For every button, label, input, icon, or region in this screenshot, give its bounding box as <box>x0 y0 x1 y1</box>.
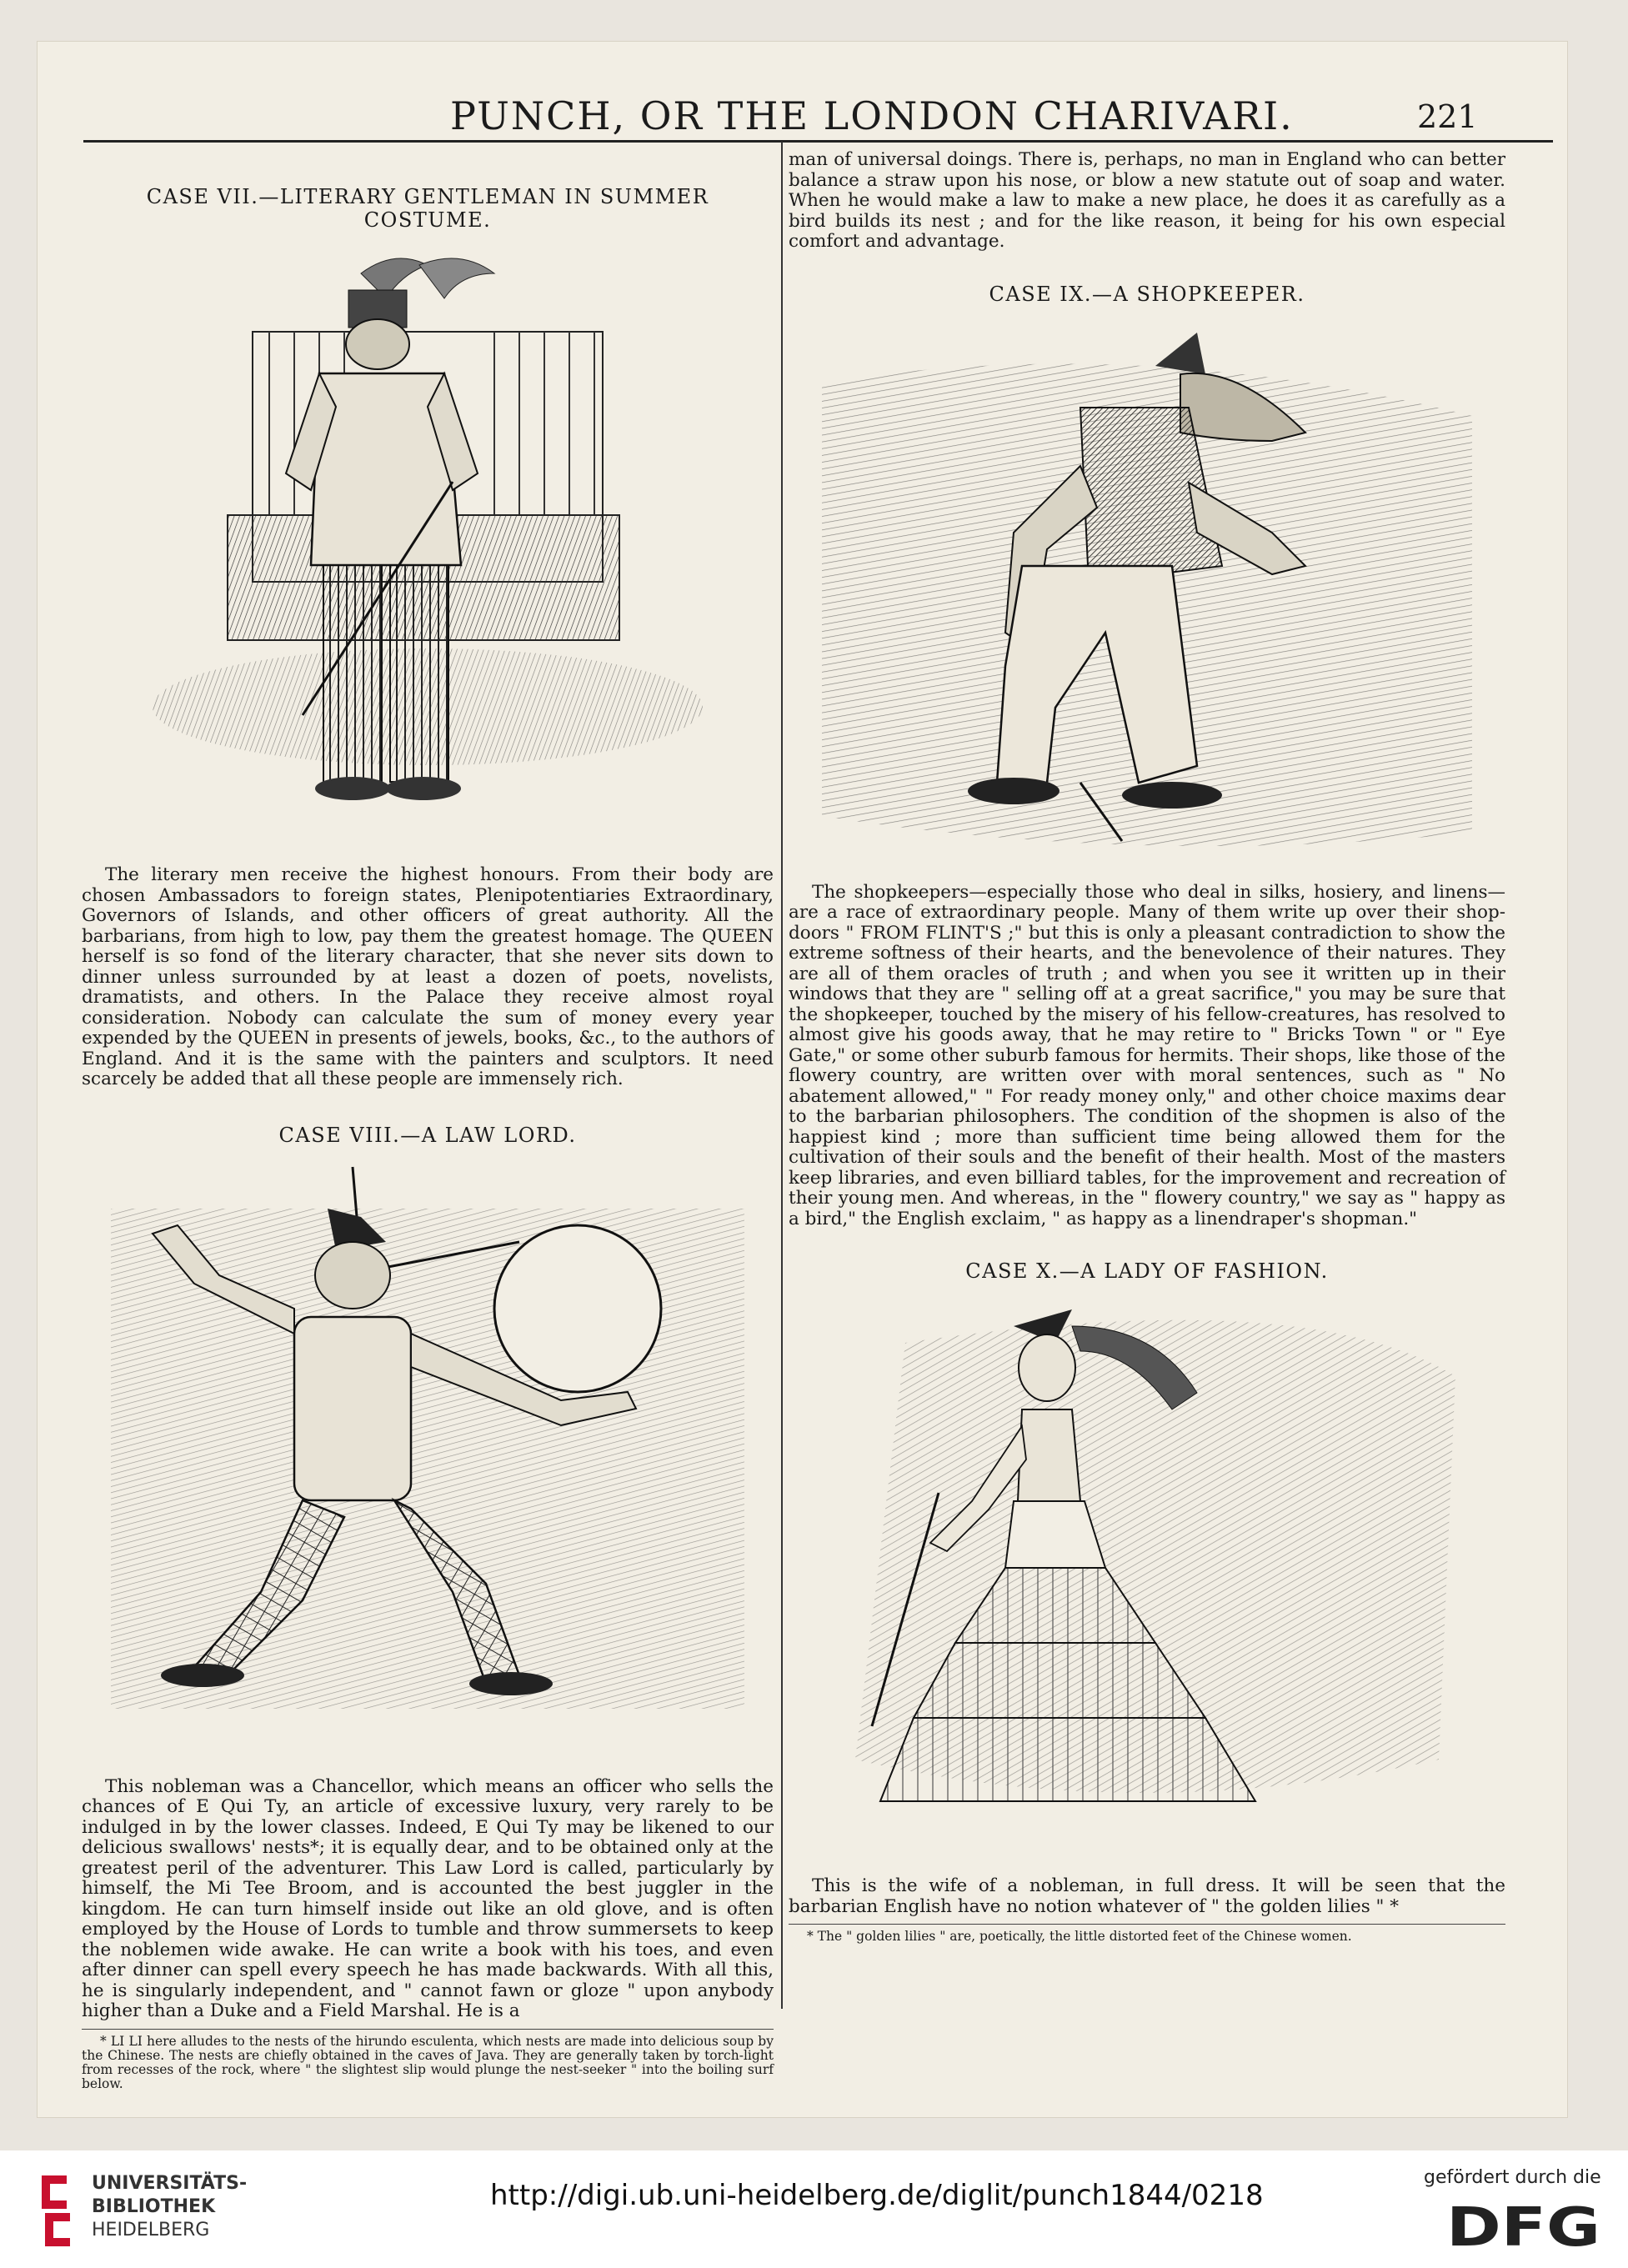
university-library-logo <box>33 2167 83 2250</box>
column-divider <box>781 142 783 2009</box>
right-column <box>789 150 1505 1944</box>
footnote-rule-right <box>789 1924 1505 1925</box>
library-name <box>92 2172 247 2242</box>
case-7-paragraph: The literary men receive the highest honours. From their body are chosen Ambassadors to foreign states, Plenipotentiaries Extraordinary, Governors of Islands, and other officers of great authority. All the barbarians, from high to low, pay them the greatest homage. The QUEEN herself is so fond of the literary character, that she never sits down to dinner unless surrounded by at least a dozen of poets, novelists, dramatists, and others. In the Palace they receive almost royal consideration. Nobody can calculate the sum of money every year expended by the QUEEN in presents of jewels, books, &c., to the authors of England. And it is the same with the painters and sculptors. It need scarcely be added that all these people are immensely rich. <box>82 864 774 1089</box>
dfg-logo <box>1446 2200 1605 2250</box>
case-9-title: CASE IX.—A SHOPKEEPER. <box>989 282 1305 306</box>
literary-gentleman-illustration <box>111 240 744 840</box>
source-url[interactable]: http://digi.ub.uni-heidelberg.de/diglit/punch1844/0218 <box>490 2179 1264 2212</box>
right-footnote: * The " golden lilies " are, poetically, the little distorted feet of the Chinese women. <box>807 1929 1352 1944</box>
case-8-paragraph: This nobleman was a Chancellor, which means an officer who sells the chances of E Qui Ty, an article of excessive luxury, very rarely to be indulged in by the lower classes. Indeed, E Qui Ty may be likened to our delicious swallows' nests*; it is equally dear, and to be obtained only at the greatest peril of the adventurer. This Law Lord is called, particularly by himself, the Mi Tee Broom, and is accounted the best juggler in the kingdom. He can turn himself inside out like an old glove, and is often employed by the House of Lords to tumble and throw summersets to keep the noblemen wide awake. He can write a book with his toes, and even after dinner can spell every speech he has made backwards. With all this, he is singularly independent, and " cannot fawn or gloze " upon anybody higher than a Duke and a Field Marshal. He is a <box>82 1775 774 2021</box>
dfg-logo-text: DFG <box>1446 2200 1600 2250</box>
header-rule <box>83 140 1553 143</box>
shopkeeper-fox-illustration <box>805 316 1489 866</box>
case-7-title: CASE VII.—LITERARY GENTLEMAN IN SUMMER COSTUME. <box>146 185 709 232</box>
footnote-rule <box>82 2029 774 2030</box>
library-line-3: HEIDELBERG <box>92 2220 210 2240</box>
case-8-title: CASE VIII.—A LAW LORD. <box>278 1123 577 1147</box>
lady-of-fashion-illustration <box>805 1293 1489 1860</box>
running-head: PUNCH, OR THE LONDON CHARIVARI. <box>450 93 1294 138</box>
left-column <box>82 150 774 2091</box>
left-footnote: * LI LI here alludes to the nests of the hirundo esculenta, which nests are made into delicious soup by the Chinese. The nests are chiefly obtained in the caves of Java. They are generally taken by torch-light from recesses of the rock, where " the slightest slip would plunge the nest-seeker " into the boiling surf below. <box>82 2033 774 2091</box>
funding-label: gefördert durch die <box>1424 2167 1601 2188</box>
case-9-paragraph: The shopkeepers—especially those who deal in silks, hosiery, and linens—are a race of extraordinary people. Many of them write up over their shop-doors " FROM FLINT'S ;" but this is only a pleasant contradiction to show the extreme softness of their hearts, and the benevolence of their natures. They are all of them oracles of truth ; and when you see it written up in their windows that they are " selling off at a great sacrifice," you may be sure that the shopkeeper, touched by the misery of his fellow-creatures, has resolved to almost give his goods away, that he may retire to " Bricks Town " or " Eye Gate," or some other suburb famous for hermits. Their shops, like those of the flowery country, are written over with moral sentences, such as " No abatement allowed," " For ready money only," and other choice maxims dear to the barbarian philosophers. The condition of the shopmen is also of the happiest kind ; more than sufficient time being allowed them for the cultivation of their souls and the benefit of their health. Most of the masters keep libraries, and even billiard tables, for the improvement and recreation of their young men. And whereas, in the " flowery country," we say as " happy as a bird," the English exclaim, " as happy as a linendraper's shopman." <box>789 881 1505 1229</box>
page-number: 221 <box>1417 98 1478 135</box>
library-line-1: UNIVERSITÄTS- <box>92 2173 248 2194</box>
case-8-continuation: man of universal doings. There is, perhaps, no man in England who can better balance a straw upon his nose, or blow a new statute out of soap and water. When he would make a law to make a new place, he does it as carefully as a bird builds its nest ; and for the like reason, it being for his own especial comfort and advantage. <box>789 149 1505 252</box>
library-line-2: BIBLIOTHEK <box>92 2196 216 2217</box>
law-lord-illustration <box>94 1159 761 1759</box>
case-10-paragraph: This is the wife of a nobleman, in full dress. It will be seen that the barbarian English have no notion whatever of " the golden lilies " * <box>789 1875 1505 1917</box>
case-10-title: CASE X.—A LADY OF FASHION. <box>965 1259 1329 1283</box>
